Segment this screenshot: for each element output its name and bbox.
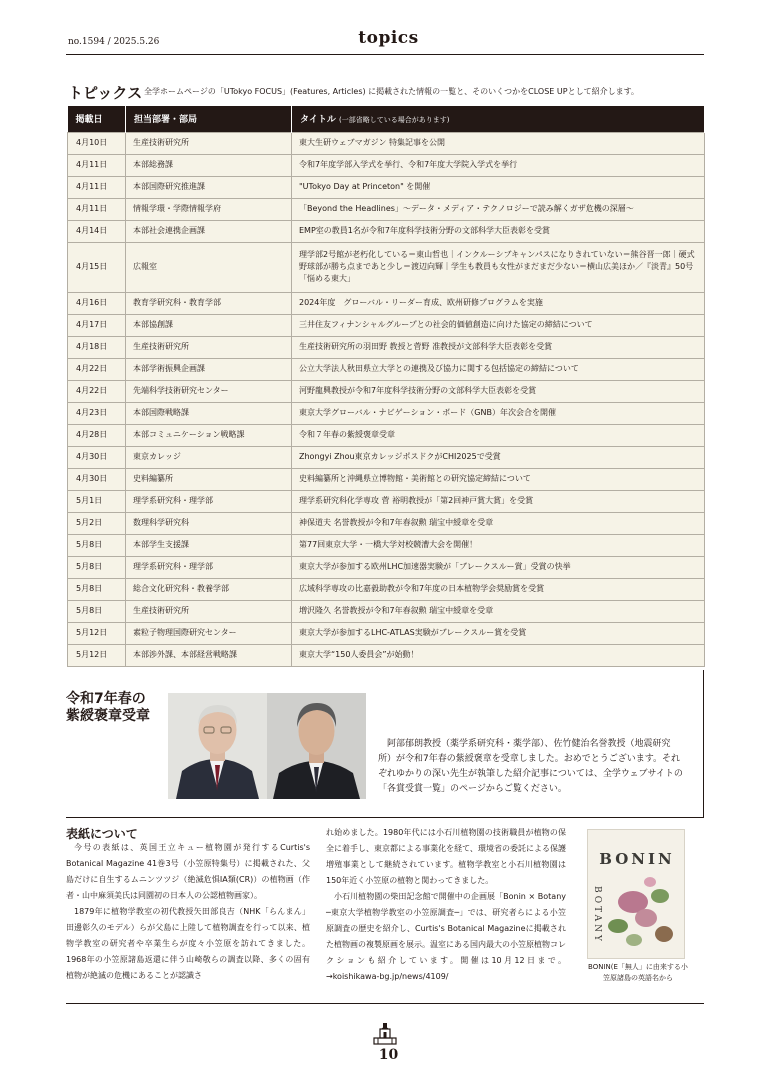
table-row	[68, 380, 705, 402]
table-row	[68, 154, 705, 176]
row-department: 本部協創課	[126, 314, 292, 336]
topics-table	[67, 106, 705, 667]
row-date: 4月14日	[68, 220, 126, 242]
row-date: 4月11日	[68, 154, 126, 176]
row-department: 本部国際戦略課	[126, 402, 292, 424]
row-department: 先端科学技術研究センター	[126, 380, 292, 402]
row-title: 令和７年春の紫綬褒章受章	[292, 424, 705, 446]
page-number: 10	[378, 1047, 399, 1063]
row-title: EMP室の教員1名が令和7年度科学技術分野の文部科学大臣表彰を受賞	[292, 220, 705, 242]
row-date: 5月12日	[68, 622, 126, 644]
table-row	[68, 358, 705, 380]
row-title: 令和7年度学部入学式を挙行、令和7年度大学院入学式を挙行	[292, 154, 705, 176]
row-date: 4月22日	[68, 380, 126, 402]
portrait-photo-satake	[267, 693, 366, 799]
poster-title-botany: BOTANY	[592, 886, 602, 944]
page-section-title: topics	[358, 28, 419, 48]
row-date: 4月18日	[68, 336, 126, 358]
row-date: 4月16日	[68, 292, 126, 314]
portrait-photo-abe	[168, 693, 267, 799]
row-department: 素粒子物理国際研究センター	[126, 622, 292, 644]
row-date: 5月8日	[68, 534, 126, 556]
column-header-title	[292, 106, 705, 132]
row-date: 4月10日	[68, 132, 126, 154]
poster-graphic	[588, 830, 685, 959]
portrait-abe-image	[168, 693, 267, 799]
row-title: 「Beyond the Headlines」〜データ・メディア・テクノロジーで読み解くガザ危機の深層〜	[292, 198, 705, 220]
table-row	[68, 490, 705, 512]
exhibition-poster-image	[587, 829, 685, 959]
row-date: 4月30日	[68, 468, 126, 490]
table-row	[68, 242, 705, 292]
row-title: Zhongyi Zhou東京カレッジポスドクがCHI2025で受賞	[292, 446, 705, 468]
table-row	[68, 314, 705, 336]
table-row	[68, 644, 705, 666]
portrait-satake-image	[267, 693, 366, 799]
column-header-title-note: (一部省略している場合があります)	[338, 116, 450, 125]
row-department: 東京カレッジ	[126, 446, 292, 468]
table-row	[68, 220, 705, 242]
row-title: 東京大学が参加する欧州LHC加速器実験が「ブレークスルー賞」受賞の快挙	[292, 556, 705, 578]
row-date: 5月1日	[68, 490, 126, 512]
cover-paragraph-3: れ始めました。1980年代には小石川植物園の技術職員が植物の保全に着手し、東京都による事業化を経て、環境省の委託による保護増殖事業として継続されています。植物学教室と小石川植物園は150年近く小笠原の植物と関わってきました。	[326, 828, 566, 885]
row-date: 4月22日	[68, 358, 126, 380]
row-department: 本部学生支援課	[126, 534, 292, 556]
row-date: 5月2日	[68, 512, 126, 534]
row-department: 総合文化研究科・教養学部	[126, 578, 292, 600]
row-title: 理学部2号館が老朽化している＝東山哲也｜インクルーシブキャンパスになりきれていない＝熊谷晋一郎｜硬式野球部が勝ち点まであと少し＝渡辺向輝｜学生も教員も女性がまだまだ少ない＝横山広美ほか／『淡青』50号「悩める東大」	[292, 242, 705, 292]
row-date: 5月8日	[68, 578, 126, 600]
header-divider	[66, 54, 704, 55]
row-title: 史料編纂所と沖縄県立博物館・美術館との研究協定締結について	[292, 468, 705, 490]
row-department: 本部コミュニケーション戦略課	[126, 424, 292, 446]
topics-description: 全学ホームページの「UTokyo FOCUS」(Features, Articles) に掲載された情報の一覧と、そのいくつかをCLOSE UPとして紹介します。	[144, 87, 639, 96]
row-title: 広域科学専攻の比嘉毅助教が令和7年度の日本植物学会奨励賞を受賞	[292, 578, 705, 600]
column-header-title-label: タイトル	[300, 115, 336, 126]
row-title: 第77回東京大学・一橋大学対校競漕大会を開催！	[292, 534, 705, 556]
row-department: 生産技術研究所	[126, 132, 292, 154]
table-row	[68, 424, 705, 446]
row-title: 生産技術研究所の羽田野 教授と菅野 准教授が文部科学大臣表彰を受賞	[292, 336, 705, 358]
award-description: 阿部郁朗教授（薬学系研究科・薬学部）、佐竹健治名誉教授（地震研究所）が令和7年春の紫綬褒章を受章しました。おめでとうございます。それぞれゆかりの深い先生が執筆した紹介記事については、全学ウェブサイトの「各賞受賞一覧」のページからご覧ください。	[378, 739, 683, 794]
cover-paragraph-1: 今号の表紙は、英国王立キュー植物園が発行するCurtis's Botanical Magazine 41巻3号（小笠原特集号）に掲載された、父島だけに自生するムニンツツジ（絶滅危惧IA類(CR)）の植物画（作者・山中麻須美氏は同園初の日本人の公認植物画家）。	[66, 843, 310, 900]
row-title: 増沢隆久 名誉教授が令和7年春叙勲 瑞宝中綬章を受章	[292, 600, 705, 622]
row-title: 東京大学が参加するLHC-ATLAS実験がブレークスルー賞を受賞	[292, 622, 705, 644]
row-department: 生産技術研究所	[126, 336, 292, 358]
footer-divider	[66, 1003, 704, 1004]
table-row	[68, 402, 705, 424]
row-date: 4月11日	[68, 176, 126, 198]
table-row	[68, 292, 705, 314]
row-department: 理学系研究科・理学部	[126, 556, 292, 578]
table-row	[68, 176, 705, 198]
row-department: 数理科学研究科	[126, 512, 292, 534]
table-row	[68, 534, 705, 556]
row-date: 4月23日	[68, 402, 126, 424]
table-row	[68, 578, 705, 600]
table-header-row	[68, 106, 705, 132]
row-date: 4月30日	[68, 446, 126, 468]
row-department: 生産技術研究所	[126, 600, 292, 622]
table-row	[68, 132, 705, 154]
table-row	[68, 446, 705, 468]
poster-caption: BONIN(E「無人」に由来する小笠原諸島の英語名から	[588, 963, 688, 982]
row-department: 本部国際研究推進課	[126, 176, 292, 198]
row-department: 本部渉外課、本部経営戦略課	[126, 644, 292, 666]
table-row	[68, 512, 705, 534]
row-date: 5月8日	[68, 600, 126, 622]
row-department: 教育学研究科・教育学部	[126, 292, 292, 314]
row-title: 東京大学グローバル・ナビゲーション・ボード（GNB）年次会合を開催	[292, 402, 705, 424]
cover-column-1	[66, 840, 310, 984]
row-title: 東京大学“150人委員会”が始動！	[292, 644, 705, 666]
award-heading-line1: 令和7年春の	[66, 691, 146, 707]
row-title: "UTokyo Day at Princeton" を開催	[292, 176, 705, 198]
yasuda-auditorium-icon	[372, 1023, 398, 1045]
row-date: 5月12日	[68, 644, 126, 666]
cover-paragraph-2: 1879年に植物学教室の初代教授矢田部良吉（NHK「らんまん」田邊彰久のモデル）らが父島に上陸して植物調査を行って以来、植物学教室の研究者や卒業生らが度々小笠原を訪れてきました。1968年の小笠原諸島返還に伴う山崎敬らの調査以降、多くの固有植物が絶滅の危機にあることが認識さ	[66, 907, 310, 980]
row-department: 理学系研究科・理学部	[126, 490, 292, 512]
row-department: 本部社会連携企画課	[126, 220, 292, 242]
table-row	[68, 198, 705, 220]
row-date: 4月15日	[68, 242, 126, 292]
row-department: 本部総務課	[126, 154, 292, 176]
cover-heading: 表紙について	[66, 827, 138, 841]
row-department: 情報学環・学際情報学府	[126, 198, 292, 220]
table-row	[68, 468, 705, 490]
cover-paragraph-4: 小石川植物園の柴田記念館で開催中の企画展「Bonin × Botany ─東京大学植物学教室の小笠原調査─」では、研究者らによる小笠原調査の歴史を紹介し、Curtis's Botanical Magazineに掲載された植物画の複製原画を展示。温室にある国内最大の小笠原植物コレクションも紹介しています。開催は10月12日まで。→koishikawa-bg.jp/news/4109/	[326, 892, 566, 981]
table-row	[68, 600, 705, 622]
column-header-date: 掲載日	[68, 106, 126, 132]
row-department: 史料編纂所	[126, 468, 292, 490]
row-title: 三井住友フィナンシャルグループとの社会的価値創造に向けた協定の締結について	[292, 314, 705, 336]
row-department: 本部学術振興企画課	[126, 358, 292, 380]
award-heading-line2: 紫綬褒章受章	[66, 708, 150, 724]
row-title: 2024年度 グローバル・リーダー育成、欧州研修プログラムを実施	[292, 292, 705, 314]
row-date: 5月8日	[68, 556, 126, 578]
topics-heading: トピックス	[68, 84, 143, 102]
table-row	[68, 556, 705, 578]
award-heading	[66, 691, 150, 725]
row-date: 4月11日	[68, 198, 126, 220]
row-title: 東大生研ウェブマガジン 特集記事を公開	[292, 132, 705, 154]
cover-column-2	[326, 825, 566, 985]
poster-title-bonin: BONIN	[599, 850, 675, 868]
row-title: 理学系研究科化学専攻 菅 裕明教授が「第2回神戸賞大賞」を受賞	[292, 490, 705, 512]
row-title: 河野龍興教授が令和7年度科学技術分野の文部科学大臣表彰を受賞	[292, 380, 705, 402]
row-date: 4月28日	[68, 424, 126, 446]
table-row	[68, 622, 705, 644]
issue-number: no.1594 / 2025.5.26	[68, 37, 160, 47]
row-department: 広報室	[126, 242, 292, 292]
table-row	[68, 336, 705, 358]
column-header-dept: 担当部署・部局	[126, 106, 292, 132]
row-date: 4月17日	[68, 314, 126, 336]
topics-table-body	[68, 132, 705, 666]
row-title: 公立大学法人秋田県立大学との連携及び協力に関する包括協定の締結について	[292, 358, 705, 380]
row-title: 神保道夫 名誉教授が令和7年春叙勲 瑞宝中綬章を受章	[292, 512, 705, 534]
